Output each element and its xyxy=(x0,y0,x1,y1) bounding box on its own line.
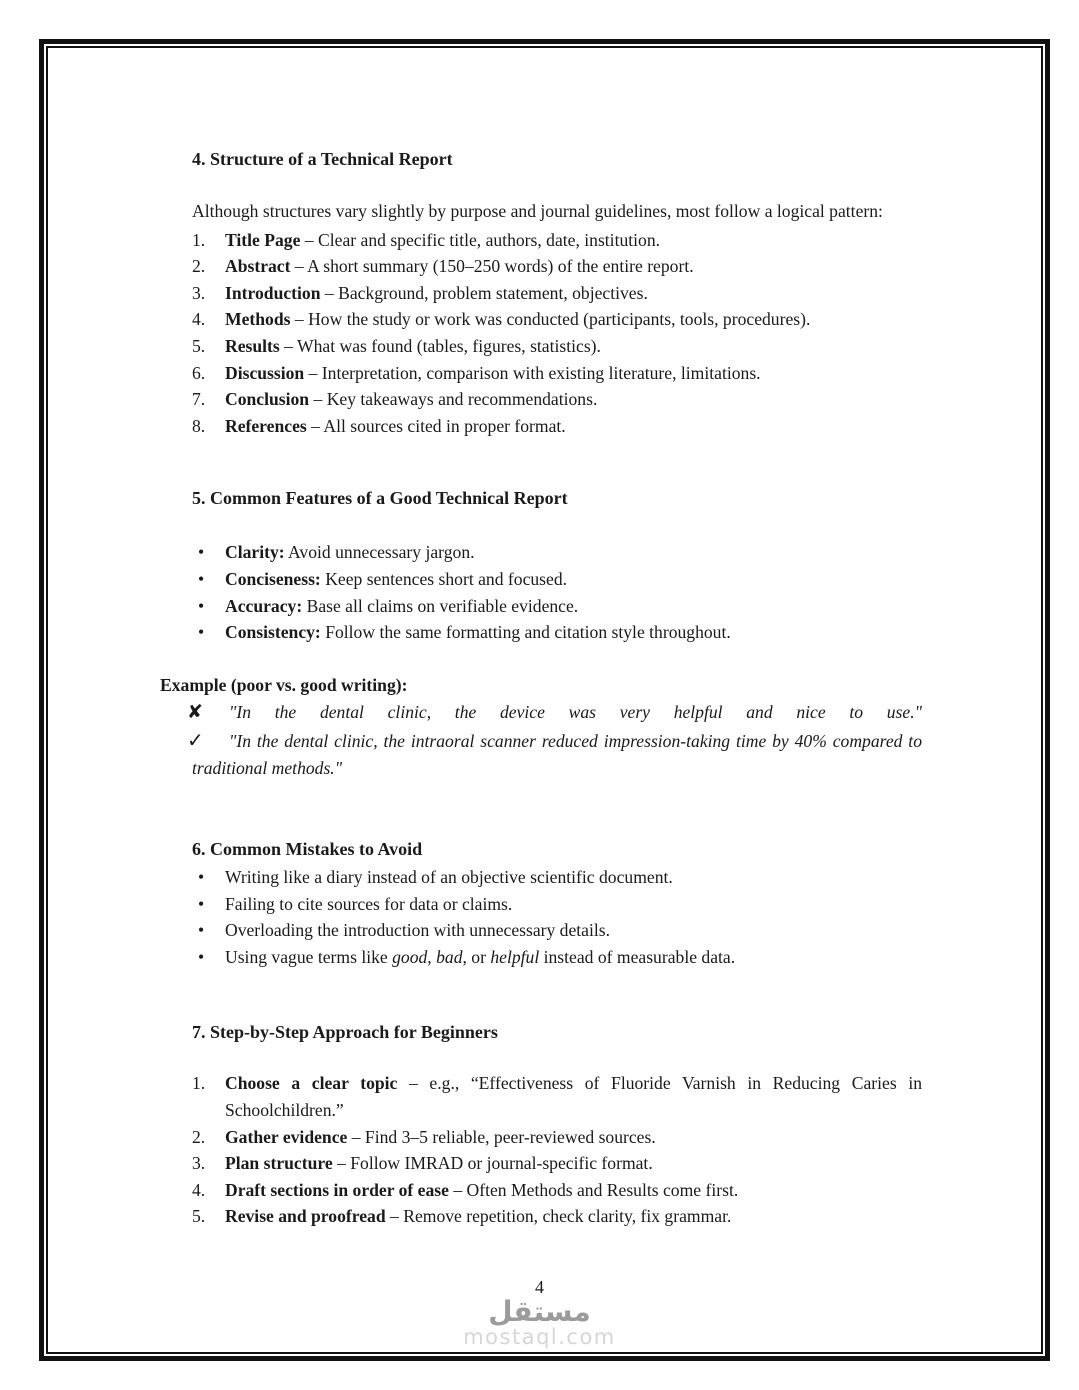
list-item xyxy=(192,539,922,566)
bullet-icon: • xyxy=(198,893,205,914)
item-text: – Follow IMRAD or journal-specific format. xyxy=(332,1153,653,1174)
list-item xyxy=(192,360,922,387)
list-item xyxy=(192,593,922,620)
cross-icon: ✘ xyxy=(187,701,203,724)
list-item xyxy=(192,386,922,413)
example-good-text: "In the dental clinic, the intraoral scanner reduced impression-taking time by 40% compared to traditional methods." xyxy=(192,730,922,778)
item-term: Gather evidence xyxy=(225,1126,348,1147)
section7-heading: 7. Step-by-Step Approach for Beginners xyxy=(192,1022,498,1043)
item-term: Methods xyxy=(225,309,291,330)
bullet-icon: • xyxy=(198,595,205,616)
list-item xyxy=(192,619,922,646)
item-number: 7. xyxy=(192,389,206,410)
item-text: – Find 3–5 reliable, peer-reviewed sources. xyxy=(347,1126,656,1147)
item-term: Clarity: xyxy=(225,542,285,563)
item-number: 1. xyxy=(192,229,206,250)
item-text-italic: helpful xyxy=(490,946,540,967)
item-text: – Key takeaways and recommendations. xyxy=(309,389,598,410)
watermark-domain-text: mostaql.com xyxy=(463,1325,616,1349)
list-item xyxy=(192,1203,922,1230)
list-item xyxy=(192,1070,922,1123)
item-text: Keep sentences short and focused. xyxy=(320,568,568,589)
list-item xyxy=(192,1177,922,1204)
list-item xyxy=(192,917,922,944)
bullet-icon: • xyxy=(198,920,205,941)
watermark-arabic-text: مستقل xyxy=(488,1295,591,1328)
item-text-italic: good xyxy=(392,946,428,967)
bullet-icon: • xyxy=(198,622,205,643)
item-number: 3. xyxy=(192,1153,206,1174)
item-term: Abstract xyxy=(225,256,291,277)
item-number: 5. xyxy=(192,1206,206,1227)
section7-list xyxy=(192,1070,922,1230)
item-text: – e.g., “Effectiveness of Fluoride Varnish in Reducing Caries in Schoolchildren.” xyxy=(225,1073,922,1121)
example-bad-text: "In the dental clinic, the device was very helpful and nice to use." xyxy=(229,702,922,723)
section5-list xyxy=(192,539,922,645)
item-number: 2. xyxy=(192,256,206,277)
section4-list xyxy=(192,227,922,440)
section4-intro: Although structures vary slightly by purpose and journal guidelines, most follow a logical pattern: xyxy=(192,201,883,221)
section5-heading: 5. Common Features of a Good Technical Report xyxy=(192,488,568,509)
example-good xyxy=(187,727,922,781)
list-item xyxy=(192,944,922,971)
item-text: – Often Methods and Results come first. xyxy=(448,1179,739,1200)
list-item xyxy=(192,891,922,918)
list-item xyxy=(192,306,922,333)
item-text: Using vague terms like xyxy=(225,946,393,967)
item-number: 2. xyxy=(192,1126,206,1147)
page-number: 4 xyxy=(535,1277,544,1297)
item-term: Conclusion xyxy=(225,389,310,410)
item-number: 5. xyxy=(192,335,206,356)
list-item xyxy=(192,253,922,280)
item-term: Conciseness: xyxy=(225,568,321,589)
item-text: , or xyxy=(462,946,491,967)
item-term: Revise and proofread xyxy=(225,1206,386,1227)
item-number: 8. xyxy=(192,415,206,436)
bullet-icon: • xyxy=(198,542,205,563)
item-term: Choose a clear topic xyxy=(225,1073,398,1094)
item-text-italic: bad xyxy=(436,946,463,967)
item-text: – All sources cited in proper format. xyxy=(306,415,566,436)
check-icon: ✓ xyxy=(187,727,204,752)
list-item xyxy=(192,280,922,307)
item-text: – Remove repetition, check clarity, fix grammar. xyxy=(385,1206,732,1227)
list-item xyxy=(192,864,922,891)
item-text: – What was found (tables, figures, statistics). xyxy=(279,335,601,356)
item-text: Follow the same formatting and citation style throughout. xyxy=(320,622,731,643)
bullet-icon: • xyxy=(198,867,205,888)
item-text: Avoid unnecessary jargon. xyxy=(284,542,475,563)
page-content xyxy=(160,0,922,1230)
item-term: Consistency: xyxy=(225,622,321,643)
item-term: Accuracy: xyxy=(225,595,303,616)
list-item xyxy=(192,227,922,254)
item-text: , xyxy=(427,946,437,967)
item-text: Failing to cite sources for data or claims. xyxy=(225,893,513,914)
watermark xyxy=(0,1296,1079,1349)
item-term: Results xyxy=(225,335,280,356)
item-text: Base all claims on verifiable evidence. xyxy=(302,595,579,616)
item-text: – Interpretation, comparison with existing literature, limitations. xyxy=(304,362,761,383)
item-number: 6. xyxy=(192,362,206,383)
list-item xyxy=(192,333,922,360)
section6-list xyxy=(192,864,922,970)
item-number: 1. xyxy=(192,1073,206,1094)
item-text: – Background, problem statement, objectives. xyxy=(320,282,648,303)
list-item xyxy=(192,1150,922,1177)
list-item xyxy=(192,566,922,593)
item-text: instead of measurable data. xyxy=(539,946,736,967)
item-text: – How the study or work was conducted (participants, tools, procedures). xyxy=(290,309,811,330)
list-item xyxy=(192,1124,922,1151)
example-bad xyxy=(187,699,922,726)
bullet-icon: • xyxy=(198,946,205,967)
section4-heading: 4. Structure of a Technical Report xyxy=(192,149,453,169)
item-term: References xyxy=(225,415,307,436)
item-text: Writing like a diary instead of an objective scientific document. xyxy=(225,867,673,888)
list-item xyxy=(192,413,922,440)
example-heading: Example (poor vs. good writing): xyxy=(160,674,408,695)
item-text: Overloading the introduction with unnecessary details. xyxy=(225,920,611,941)
item-number: 4. xyxy=(192,1179,206,1200)
item-text: – Clear and specific title, authors, date, institution. xyxy=(300,229,661,250)
bullet-icon: • xyxy=(198,568,205,589)
item-term: Plan structure xyxy=(225,1153,333,1174)
item-term: Title Page xyxy=(225,229,301,250)
item-number: 4. xyxy=(192,309,206,330)
item-text: – A short summary (150–250 words) of the entire report. xyxy=(290,256,694,277)
item-term: Discussion xyxy=(225,362,305,383)
section6-heading: 6. Common Mistakes to Avoid xyxy=(192,839,423,860)
item-term: Introduction xyxy=(225,282,321,303)
item-term: Draft sections in order of ease xyxy=(225,1179,449,1200)
item-number: 3. xyxy=(192,282,206,303)
